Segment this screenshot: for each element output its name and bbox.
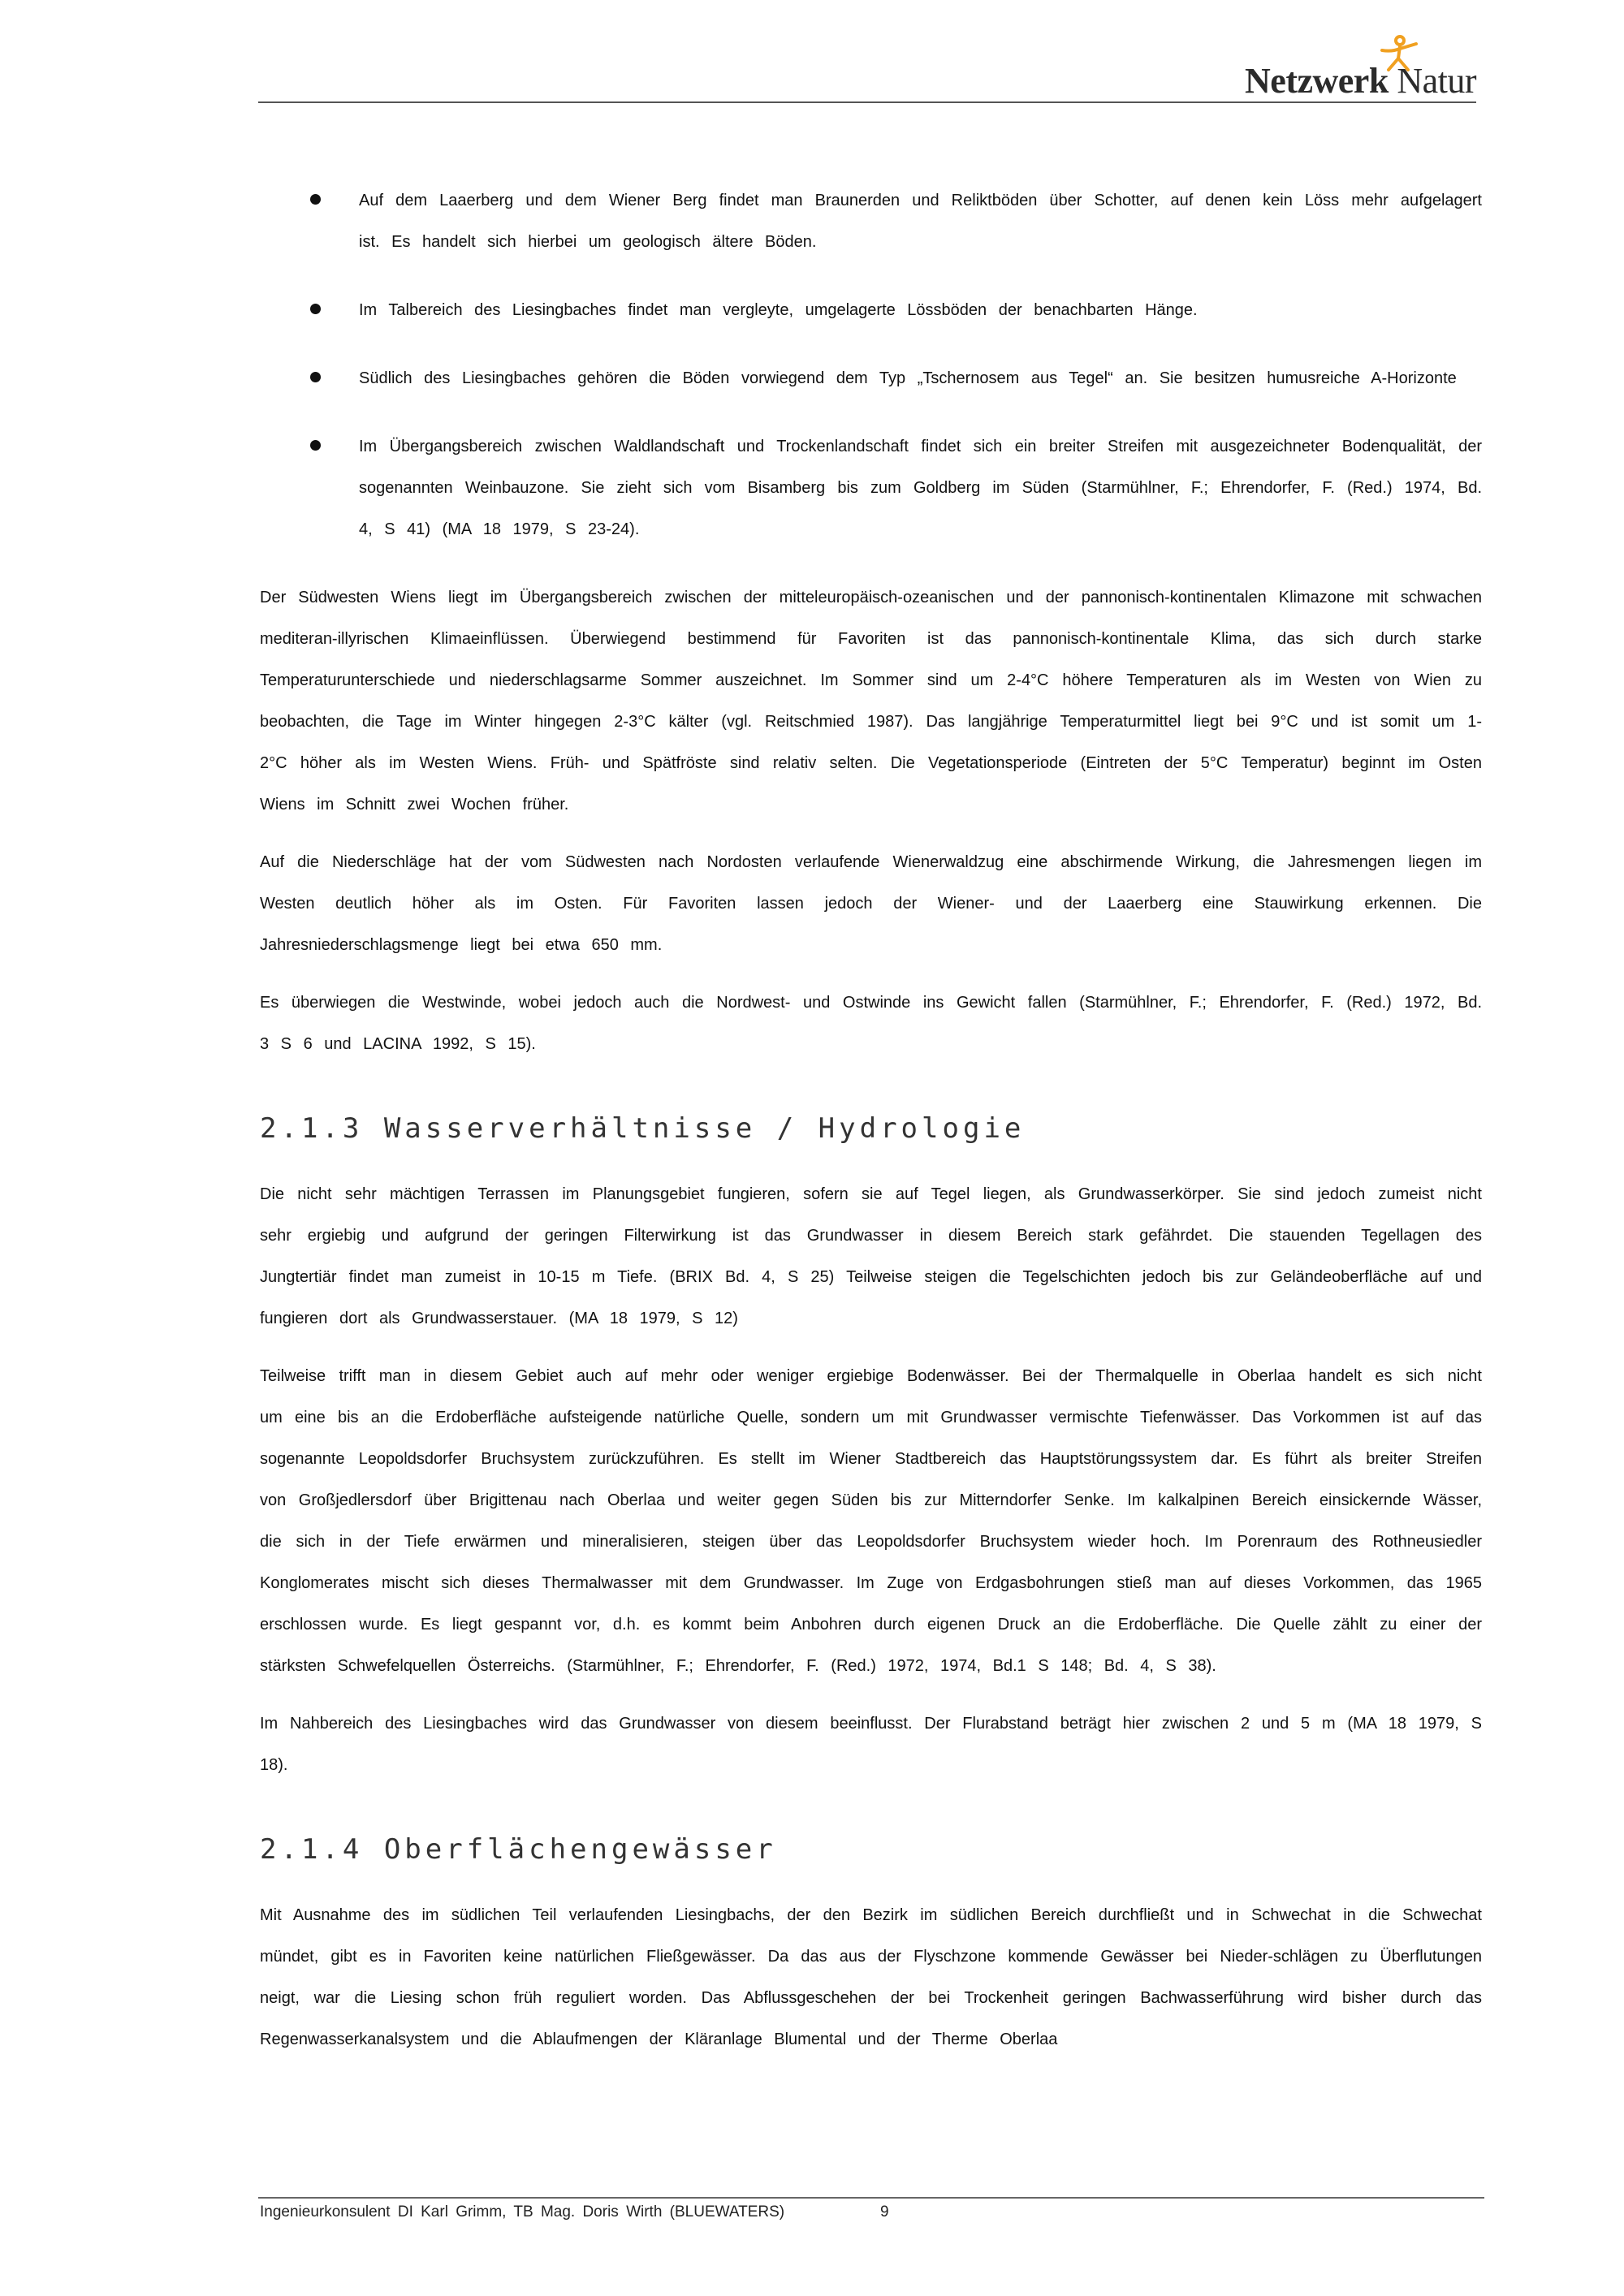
section-heading-oberflaechengewaesser: 2.1.4 Oberflächengewässer <box>260 1833 777 1866</box>
hydrology-paragraph: Die nicht sehr mächtigen Terrassen im Planungsgebiet fungieren, sofern sie auf Tegel liegen, als Grundwasserkörper. Sie sind jedoch zumeist nicht sehr ergiebig und aufgrund der geringen Filterwirkung ist das Grundwasser in diesem Bereich stark gefährdet. Die stauenden Tegellagen des Jungtertiär findet man zumeist in 10-15 m Tiefe. (BRIX Bd. 4, S 25) Teilweise steigen die Tegelschichten jedoch bis zur Geländeoberfläche auf und fungieren dort als Grundwasserstauer. (MA 18 1979, S 12) <box>260 1185 1482 1327</box>
netzwerk-natur-logo <box>1216 32 1476 106</box>
hydrology-paragraph: Teilweise trifft man in diesem Gebiet auch auf mehr oder weniger ergiebige Bodenwässer. Bei der Thermalquelle in Oberlaa handelt es sich nicht um eine bis an die Erdoberfläche aufsteigende natürliche Quelle, sondern um mit Grundwasser vermischte Tiefenwässer. Das Vorkommen ist auf das sogenannte Leopoldsdorfer Bruchsystem zurückzuführen. Es stellt im Wiener Stadtbereich das Hauptstörungssystem dar. Es führt als breiter Streifen von Großjedlersdorf über Brigittenau nach Oberlaa und weiter gegen Süden bis zur Mitterndorfer Senke. Im kalkalpinen Bereich einsickernde Wässer, die sich in der Tiefe erwärmen und mineralisieren, steigen über das Leopoldsdorfer Bruchsystem wieder hoch. Im Porenraum des Rothneusiedler Konglomerates mischt sich dieses Thermalwasser mit dem Grundwasser. Im Zuge von Erdgasbohrungen stieß man auf dieses Vorkommen, das 1965 erschlossen wurde. Es liegt gespannt vor, d.h. es kommt beim Anbohren durch eigenen Druck an die Erdoberfläche. Die Quelle zählt zu einer der stärksten Schwefelquellen Österreichs. (Starmühlner, F.; Ehrendorfer, F. (Red.) 1972, 1974, Bd.1 S 148; Bd. 4, S 38). <box>260 1367 1482 1675</box>
bullet-text: Auf dem Laaerberg und dem Wiener Berg findet man Braunerden und Reliktböden über Schotter, auf denen kein Löss mehr aufgelagert ist. Es handelt sich hierbei um geologisch ältere Böden. <box>359 192 1482 251</box>
footer-rule <box>258 2197 1484 2199</box>
header-rule <box>258 101 1476 103</box>
bullet-item <box>260 358 1482 399</box>
hydrology-paragraph: Im Nahbereich des Liesingbaches wird das Grundwasser von diesem beeinflusst. Der Flurabstand beträgt hier zwischen 2 und 5 m (MA 18 1979, S 18). <box>260 1715 1482 1774</box>
bullet-text: Südlich des Liesingbaches gehören die Böden vorwiegend dem Typ „Tschernosem aus Tegel“ an. Sie besitzen humusreiche A-Horizonte <box>359 369 1457 387</box>
bullet-item <box>260 290 1482 331</box>
section-heading-hydrologie: 2.1.3 Wasserverhältnisse / Hydrologie <box>260 1112 1026 1145</box>
precipitation-paragraph: Auf die Niederschläge hat der vom Südwesten nach Nordosten verlaufende Wienerwaldzug eine abschirmende Wirkung, die Jahresmengen liegen im Westen deutlich höher als im Osten. Für Favoriten lassen jedoch der Wiener- und der Laaerberg eine Stauwirkung erkennen. Die Jahresniederschlagsmenge liegt bei etwa 650 mm. <box>260 853 1482 954</box>
page-footer <box>260 2203 889 2221</box>
logo-bold-word: Netzwerk <box>1245 61 1389 101</box>
wind-paragraph: Es überwiegen die Westwinde, wobei jedoch auch die Nordwest- und Ostwinde ins Gewicht fallen (Starmühlner, F.; Ehrendorfer, F. (Red.) 1972, Bd. 3 S 6 und LACINA 1992, S 15). <box>260 994 1482 1053</box>
climate-paragraph: Der Südwesten Wiens liegt im Übergangsbereich zwischen der mitteleuropäisch-ozeanischen und der pannonisch-kontinentalen Klimazone mit schwachen mediteran-illyrischen Klimaeinflüssen. Überwiegend bestimmend für Favoriten ist das pannonisch-kontinentale Klima, das sich durch starke Temperaturunterschiede und niederschlagsarme Sommer auszeichnet. Im Sommer sind um 2-4°C höhere Temperaturen als im Westen von Wien zu beobachten, die Tage im Winter hingegen 2-3°C kälter (vgl. Reitschmied 1987). Das langjährige Temperaturmittel liegt bei 9°C und ist somit um 1-2°C höher als im Westen Wiens. Früh- und Spätfröste sind relativ selten. Die Vegetationsperiode (Eintreten der 5°C Temperatur) beginnt im Osten Wiens im Schnitt zwei Wochen früher. <box>260 589 1482 814</box>
surface-water-paragraph: Mit Ausnahme des im südlichen Teil verlaufenden Liesingbachs, der den Bezirk im südlichen Bereich durchfließt und in Schwechat in die Schwechat mündet, gibt es in Favoriten keine natürlichen Fließgewässer. Da das aus der Flyschzone kommende Gewässer bei Nieder-schlägen zu Überflutungen neigt, war die Liesing schon früh reguliert worden. Das Abflussgeschehen der bei Trockenheit geringen Bachwasserführung wird bisher durch das Regenwasserkanalsystem und die Ablaufmengen der Kläranlage Blumental und der Therme Oberlaa <box>260 1906 1482 2048</box>
page-number: 9 <box>880 2203 889 2220</box>
bullet-text: Im Übergangsbereich zwischen Waldlandschaft und Trockenlandschaft findet sich ein breiter Streifen mit ausgezeichneter Bodenqualität, der sogenannten Weinbauzone. Sie zieht sich vom Bisamberg bis zum Goldberg im Süden (Starmühlner, F.; Ehrendorfer, F. (Red.) 1974, Bd. 4, S 41) (MA 18 1979, S 23-24). <box>359 438 1482 538</box>
footer-author-text: Ingenieurkonsulent DI Karl Grimm, TB Mag. Doris Wirth (BLUEWATERS) <box>260 2203 785 2220</box>
soil-bullet-list <box>260 180 1482 550</box>
bullet-item <box>260 426 1482 550</box>
bullet-text: Im Talbereich des Liesingbaches findet man vergleyte, umgelagerte Lössböden der benachbarten Hänge. <box>359 301 1198 319</box>
logo-wordmark <box>1245 60 1476 101</box>
bullet-item <box>260 180 1482 263</box>
document-body <box>260 180 1482 2077</box>
logo-rest-word: Natur <box>1388 61 1476 101</box>
